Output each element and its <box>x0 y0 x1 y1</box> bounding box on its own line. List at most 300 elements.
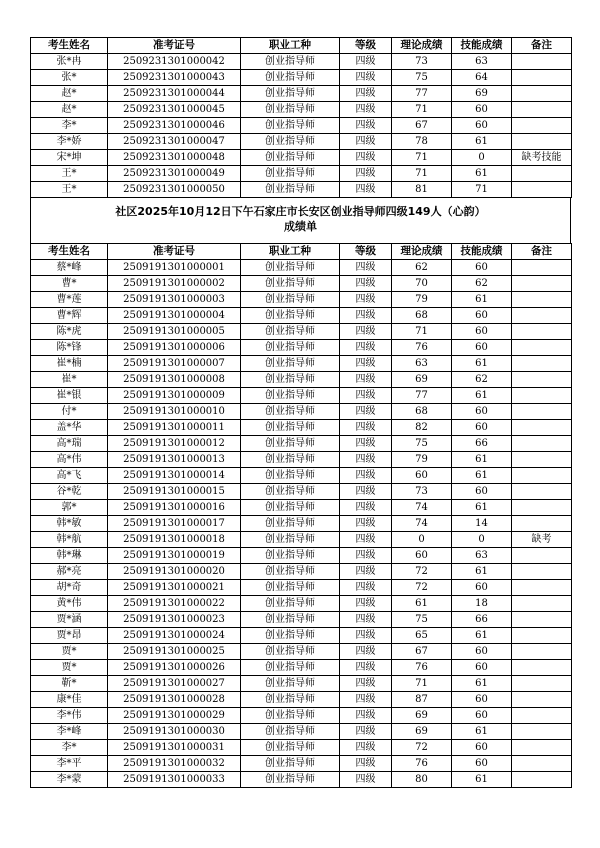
cell-name: 高*飞 <box>31 468 108 484</box>
cell-remarks <box>512 724 572 740</box>
cell-skill-score: 62 <box>452 276 512 292</box>
cell-skill-score: 60 <box>452 260 512 276</box>
cell-remarks <box>512 292 572 308</box>
cell-name: 贾*涵 <box>31 612 108 628</box>
cell-skill-score: 61 <box>452 468 512 484</box>
cell-occupation: 创业指导师 <box>241 372 340 388</box>
cell-theory-score: 69 <box>392 708 452 724</box>
cell-remarks <box>512 564 572 580</box>
cell-name: 崔*银 <box>31 388 108 404</box>
cell-name: 贾*昂 <box>31 628 108 644</box>
cell-occupation: 创业指导师 <box>241 404 340 420</box>
cell-exam-id: 2509191301000007 <box>108 356 241 372</box>
cell-remarks <box>512 70 572 86</box>
cell-level: 四级 <box>340 340 392 356</box>
cell-name: 张*冉 <box>31 54 108 70</box>
cell-theory-score: 65 <box>392 628 452 644</box>
cell-remarks <box>512 118 572 134</box>
cell-exam-id: 2509231301000044 <box>108 86 241 102</box>
cell-theory-score: 77 <box>392 86 452 102</box>
cell-theory-score: 76 <box>392 756 452 772</box>
cell-skill-score: 61 <box>452 134 512 150</box>
cell-occupation: 创业指导师 <box>241 612 340 628</box>
cell-name: 陈*锋 <box>31 340 108 356</box>
cell-level: 四级 <box>340 500 392 516</box>
cell-exam-id: 2509191301000024 <box>108 628 241 644</box>
cell-theory-score: 87 <box>392 692 452 708</box>
cell-level: 四级 <box>340 276 392 292</box>
table-row <box>31 596 572 612</box>
cell-name: 王* <box>31 166 108 182</box>
cell-exam-id: 2509191301000021 <box>108 580 241 596</box>
cell-skill-score: 60 <box>452 308 512 324</box>
header-occupation: 职业工种 <box>241 244 340 260</box>
table-row <box>31 484 572 500</box>
cell-theory-score: 71 <box>392 324 452 340</box>
table-row <box>31 404 572 420</box>
header-row <box>31 244 572 260</box>
cell-occupation: 创业指导师 <box>241 740 340 756</box>
cell-skill-score: 61 <box>452 292 512 308</box>
cell-exam-id: 2509191301000022 <box>108 596 241 612</box>
cell-exam-id: 2509191301000012 <box>108 436 241 452</box>
cell-occupation: 创业指导师 <box>241 564 340 580</box>
cell-name: 付* <box>31 404 108 420</box>
cell-theory-score: 72 <box>392 580 452 596</box>
cell-theory-score: 63 <box>392 356 452 372</box>
cell-occupation: 创业指导师 <box>241 182 340 198</box>
cell-level: 四级 <box>340 308 392 324</box>
header-name: 考生姓名 <box>31 38 108 54</box>
cell-theory-score: 60 <box>392 468 452 484</box>
header-theory-score: 理论成绩 <box>392 244 452 260</box>
cell-level: 四级 <box>340 404 392 420</box>
cell-theory-score: 68 <box>392 308 452 324</box>
table-row <box>31 724 572 740</box>
table-row <box>31 452 572 468</box>
cell-exam-id: 2509191301000011 <box>108 420 241 436</box>
table-row <box>31 324 572 340</box>
cell-remarks <box>512 692 572 708</box>
cell-remarks <box>512 548 572 564</box>
table-row <box>31 182 572 198</box>
cell-theory-score: 74 <box>392 516 452 532</box>
cell-exam-id: 2509191301000029 <box>108 708 241 724</box>
table-row <box>31 150 572 166</box>
table-row <box>31 308 572 324</box>
cell-occupation: 创业指导师 <box>241 324 340 340</box>
cell-name: 胡*奇 <box>31 580 108 596</box>
cell-exam-id: 2509231301000043 <box>108 70 241 86</box>
cell-name: 李*娇 <box>31 134 108 150</box>
cell-occupation: 创业指导师 <box>241 676 340 692</box>
cell-remarks <box>512 276 572 292</box>
cell-level: 四级 <box>340 724 392 740</box>
cell-level: 四级 <box>340 516 392 532</box>
cell-remarks <box>512 452 572 468</box>
table-row <box>31 532 572 548</box>
cell-theory-score: 79 <box>392 452 452 468</box>
cell-skill-score: 61 <box>452 500 512 516</box>
cell-exam-id: 2509191301000019 <box>108 548 241 564</box>
score-table-top <box>30 37 572 198</box>
cell-theory-score: 71 <box>392 166 452 182</box>
cell-skill-score: 64 <box>452 70 512 86</box>
cell-remarks <box>512 660 572 676</box>
cell-level: 四级 <box>340 468 392 484</box>
cell-exam-id: 2509191301000025 <box>108 644 241 660</box>
cell-exam-id: 2509231301000050 <box>108 182 241 198</box>
table-row <box>31 676 572 692</box>
table-row <box>31 134 572 150</box>
header-occupation: 职业工种 <box>241 38 340 54</box>
cell-exam-id: 2509191301000013 <box>108 452 241 468</box>
cell-theory-score: 72 <box>392 740 452 756</box>
header-row <box>31 38 572 54</box>
header-exam-id: 准考证号 <box>108 38 241 54</box>
cell-name: 赵* <box>31 86 108 102</box>
cell-theory-score: 73 <box>392 54 452 70</box>
cell-exam-id: 2509191301000023 <box>108 612 241 628</box>
cell-level: 四级 <box>340 150 392 166</box>
cell-remarks <box>512 740 572 756</box>
cell-theory-score: 62 <box>392 260 452 276</box>
cell-occupation: 创业指导师 <box>241 724 340 740</box>
cell-exam-id: 2509191301000015 <box>108 484 241 500</box>
table-row <box>31 166 572 182</box>
header-skill-score: 技能成绩 <box>452 38 512 54</box>
cell-name: 高*伟 <box>31 452 108 468</box>
cell-theory-score: 0 <box>392 532 452 548</box>
section-title-line2: 成绩单 <box>284 220 317 233</box>
cell-skill-score: 60 <box>452 404 512 420</box>
cell-occupation: 创业指导师 <box>241 692 340 708</box>
cell-level: 四级 <box>340 660 392 676</box>
cell-name: 蔡*峰 <box>31 260 108 276</box>
cell-theory-score: 75 <box>392 436 452 452</box>
cell-level: 四级 <box>340 532 392 548</box>
cell-skill-score: 61 <box>452 388 512 404</box>
cell-name: 张* <box>31 70 108 86</box>
cell-skill-score: 61 <box>452 356 512 372</box>
score-sheet <box>30 37 571 788</box>
cell-name: 宋*坤 <box>31 150 108 166</box>
cell-occupation: 创业指导师 <box>241 356 340 372</box>
table-row <box>31 548 572 564</box>
cell-name: 李*峰 <box>31 724 108 740</box>
cell-skill-score: 60 <box>452 740 512 756</box>
cell-occupation: 创业指导师 <box>241 388 340 404</box>
cell-theory-score: 70 <box>392 276 452 292</box>
cell-level: 四级 <box>340 452 392 468</box>
cell-occupation: 创业指导师 <box>241 54 340 70</box>
cell-level: 四级 <box>340 612 392 628</box>
cell-name: 曹*莲 <box>31 292 108 308</box>
cell-level: 四级 <box>340 564 392 580</box>
table-row <box>31 118 572 134</box>
header-remarks: 备注 <box>512 244 572 260</box>
cell-exam-id: 2509191301000018 <box>108 532 241 548</box>
score-table-bottom <box>30 243 572 788</box>
cell-remarks <box>512 86 572 102</box>
cell-level: 四级 <box>340 436 392 452</box>
cell-skill-score: 69 <box>452 86 512 102</box>
cell-remarks <box>512 676 572 692</box>
cell-remarks <box>512 182 572 198</box>
table-row <box>31 388 572 404</box>
cell-name: 王* <box>31 182 108 198</box>
cell-exam-id: 2509231301000047 <box>108 134 241 150</box>
cell-skill-score: 61 <box>452 564 512 580</box>
cell-occupation: 创业指导师 <box>241 420 340 436</box>
cell-exam-id: 2509191301000004 <box>108 308 241 324</box>
cell-name: 李*伟 <box>31 708 108 724</box>
cell-level: 四级 <box>340 740 392 756</box>
cell-level: 四级 <box>340 292 392 308</box>
cell-name: 贾* <box>31 660 108 676</box>
cell-occupation: 创业指导师 <box>241 86 340 102</box>
cell-remarks <box>512 484 572 500</box>
cell-level: 四级 <box>340 102 392 118</box>
cell-occupation: 创业指导师 <box>241 516 340 532</box>
cell-exam-id: 2509191301000003 <box>108 292 241 308</box>
cell-level: 四级 <box>340 388 392 404</box>
table-row <box>31 468 572 484</box>
cell-skill-score: 61 <box>452 772 512 788</box>
cell-skill-score: 60 <box>452 660 512 676</box>
cell-theory-score: 67 <box>392 118 452 134</box>
cell-occupation: 创业指导师 <box>241 500 340 516</box>
cell-name: 崔*楠 <box>31 356 108 372</box>
cell-exam-id: 2509231301000046 <box>108 118 241 134</box>
cell-skill-score: 60 <box>452 484 512 500</box>
cell-skill-score: 66 <box>452 436 512 452</box>
cell-name: 李* <box>31 118 108 134</box>
cell-level: 四级 <box>340 772 392 788</box>
cell-skill-score: 62 <box>452 372 512 388</box>
table-row <box>31 102 572 118</box>
cell-name: 郝*亮 <box>31 564 108 580</box>
table-row <box>31 340 572 356</box>
table-row <box>31 692 572 708</box>
cell-name: 赵* <box>31 102 108 118</box>
cell-name: 韩*航 <box>31 532 108 548</box>
cell-level: 四级 <box>340 86 392 102</box>
cell-exam-id: 2509191301000001 <box>108 260 241 276</box>
cell-theory-score: 79 <box>392 292 452 308</box>
cell-occupation: 创业指导师 <box>241 532 340 548</box>
header-theory-score: 理论成绩 <box>392 38 452 54</box>
cell-exam-id: 2509191301000032 <box>108 756 241 772</box>
cell-remarks <box>512 772 572 788</box>
cell-skill-score: 0 <box>452 532 512 548</box>
cell-name: 康*佳 <box>31 692 108 708</box>
cell-remarks <box>512 436 572 452</box>
header-level: 等级 <box>340 38 392 54</box>
cell-theory-score: 71 <box>392 150 452 166</box>
cell-remarks <box>512 340 572 356</box>
table-row <box>31 356 572 372</box>
cell-theory-score: 68 <box>392 404 452 420</box>
table-row <box>31 372 572 388</box>
cell-occupation: 创业指导师 <box>241 452 340 468</box>
cell-name: 郭* <box>31 500 108 516</box>
cell-exam-id: 2509191301000014 <box>108 468 241 484</box>
cell-occupation: 创业指导师 <box>241 708 340 724</box>
cell-skill-score: 60 <box>452 118 512 134</box>
cell-remarks <box>512 54 572 70</box>
cell-level: 四级 <box>340 548 392 564</box>
cell-remarks <box>512 708 572 724</box>
cell-occupation: 创业指导师 <box>241 580 340 596</box>
table-row <box>31 516 572 532</box>
cell-exam-id: 2509191301000016 <box>108 500 241 516</box>
table-row <box>31 580 572 596</box>
section-title <box>30 198 571 243</box>
cell-level: 四级 <box>340 756 392 772</box>
cell-exam-id: 2509231301000045 <box>108 102 241 118</box>
cell-name: 曹*辉 <box>31 308 108 324</box>
cell-skill-score: 66 <box>452 612 512 628</box>
cell-level: 四级 <box>340 356 392 372</box>
cell-level: 四级 <box>340 580 392 596</box>
cell-occupation: 创业指导师 <box>241 292 340 308</box>
cell-name: 韩*琳 <box>31 548 108 564</box>
cell-theory-score: 75 <box>392 70 452 86</box>
cell-exam-id: 2509191301000017 <box>108 516 241 532</box>
cell-theory-score: 67 <box>392 644 452 660</box>
cell-theory-score: 80 <box>392 772 452 788</box>
cell-remarks <box>512 596 572 612</box>
cell-theory-score: 75 <box>392 612 452 628</box>
cell-exam-id: 2509191301000028 <box>108 692 241 708</box>
header-exam-id: 准考证号 <box>108 244 241 260</box>
cell-exam-id: 2509191301000027 <box>108 676 241 692</box>
cell-name: 韩*敏 <box>31 516 108 532</box>
cell-theory-score: 71 <box>392 102 452 118</box>
table-row <box>31 260 572 276</box>
cell-occupation: 创业指导师 <box>241 260 340 276</box>
cell-name: 陈*虎 <box>31 324 108 340</box>
cell-skill-score: 14 <box>452 516 512 532</box>
header-level: 等级 <box>340 244 392 260</box>
header-remarks: 备注 <box>512 38 572 54</box>
table-row <box>31 292 572 308</box>
cell-name: 李*平 <box>31 756 108 772</box>
cell-theory-score: 76 <box>392 340 452 356</box>
cell-skill-score: 61 <box>452 628 512 644</box>
table-row <box>31 708 572 724</box>
cell-level: 四级 <box>340 54 392 70</box>
table-row <box>31 772 572 788</box>
cell-skill-score: 63 <box>452 548 512 564</box>
cell-remarks <box>512 756 572 772</box>
cell-remarks <box>512 420 572 436</box>
cell-name: 靳* <box>31 676 108 692</box>
cell-remarks <box>512 102 572 118</box>
cell-theory-score: 73 <box>392 484 452 500</box>
cell-name: 崔* <box>31 372 108 388</box>
cell-exam-id: 2509231301000048 <box>108 150 241 166</box>
cell-level: 四级 <box>340 420 392 436</box>
cell-level: 四级 <box>340 692 392 708</box>
cell-theory-score: 69 <box>392 372 452 388</box>
cell-skill-score: 61 <box>452 166 512 182</box>
cell-theory-score: 82 <box>392 420 452 436</box>
cell-remarks: 缺考技能 <box>512 150 572 166</box>
cell-occupation: 创业指导师 <box>241 150 340 166</box>
table-row <box>31 500 572 516</box>
cell-theory-score: 77 <box>392 388 452 404</box>
cell-level: 四级 <box>340 708 392 724</box>
cell-remarks <box>512 308 572 324</box>
cell-occupation: 创业指导师 <box>241 308 340 324</box>
cell-remarks <box>512 166 572 182</box>
cell-remarks <box>512 388 572 404</box>
cell-level: 四级 <box>340 260 392 276</box>
cell-level: 四级 <box>340 134 392 150</box>
cell-remarks <box>512 628 572 644</box>
table-row <box>31 54 572 70</box>
cell-skill-score: 60 <box>452 644 512 660</box>
cell-name: 李* <box>31 740 108 756</box>
table-row <box>31 564 572 580</box>
cell-level: 四级 <box>340 70 392 86</box>
cell-occupation: 创业指导师 <box>241 102 340 118</box>
cell-remarks <box>512 324 572 340</box>
cell-occupation: 创业指导师 <box>241 134 340 150</box>
cell-exam-id: 2509191301000031 <box>108 740 241 756</box>
cell-remarks <box>512 134 572 150</box>
cell-theory-score: 76 <box>392 660 452 676</box>
cell-name: 李*蒙 <box>31 772 108 788</box>
cell-occupation: 创业指导师 <box>241 756 340 772</box>
cell-occupation: 创业指导师 <box>241 628 340 644</box>
cell-theory-score: 61 <box>392 596 452 612</box>
cell-remarks <box>512 372 572 388</box>
cell-remarks <box>512 404 572 420</box>
header-skill-score: 技能成绩 <box>452 244 512 260</box>
cell-remarks <box>512 516 572 532</box>
cell-occupation: 创业指导师 <box>241 166 340 182</box>
cell-skill-score: 60 <box>452 708 512 724</box>
table-row <box>31 420 572 436</box>
cell-level: 四级 <box>340 596 392 612</box>
cell-theory-score: 81 <box>392 182 452 198</box>
cell-exam-id: 2509191301000020 <box>108 564 241 580</box>
table-row <box>31 660 572 676</box>
cell-occupation: 创业指导师 <box>241 548 340 564</box>
cell-occupation: 创业指导师 <box>241 484 340 500</box>
cell-occupation: 创业指导师 <box>241 596 340 612</box>
cell-theory-score: 74 <box>392 500 452 516</box>
cell-remarks <box>512 612 572 628</box>
cell-skill-score: 60 <box>452 756 512 772</box>
table-row <box>31 436 572 452</box>
cell-level: 四级 <box>340 644 392 660</box>
cell-skill-score: 0 <box>452 150 512 166</box>
cell-theory-score: 60 <box>392 548 452 564</box>
cell-occupation: 创业指导师 <box>241 772 340 788</box>
cell-theory-score: 71 <box>392 676 452 692</box>
cell-occupation: 创业指导师 <box>241 644 340 660</box>
cell-remarks <box>512 260 572 276</box>
cell-exam-id: 2509191301000002 <box>108 276 241 292</box>
cell-name: 谷*乾 <box>31 484 108 500</box>
table-row <box>31 70 572 86</box>
cell-skill-score: 61 <box>452 676 512 692</box>
cell-remarks <box>512 500 572 516</box>
